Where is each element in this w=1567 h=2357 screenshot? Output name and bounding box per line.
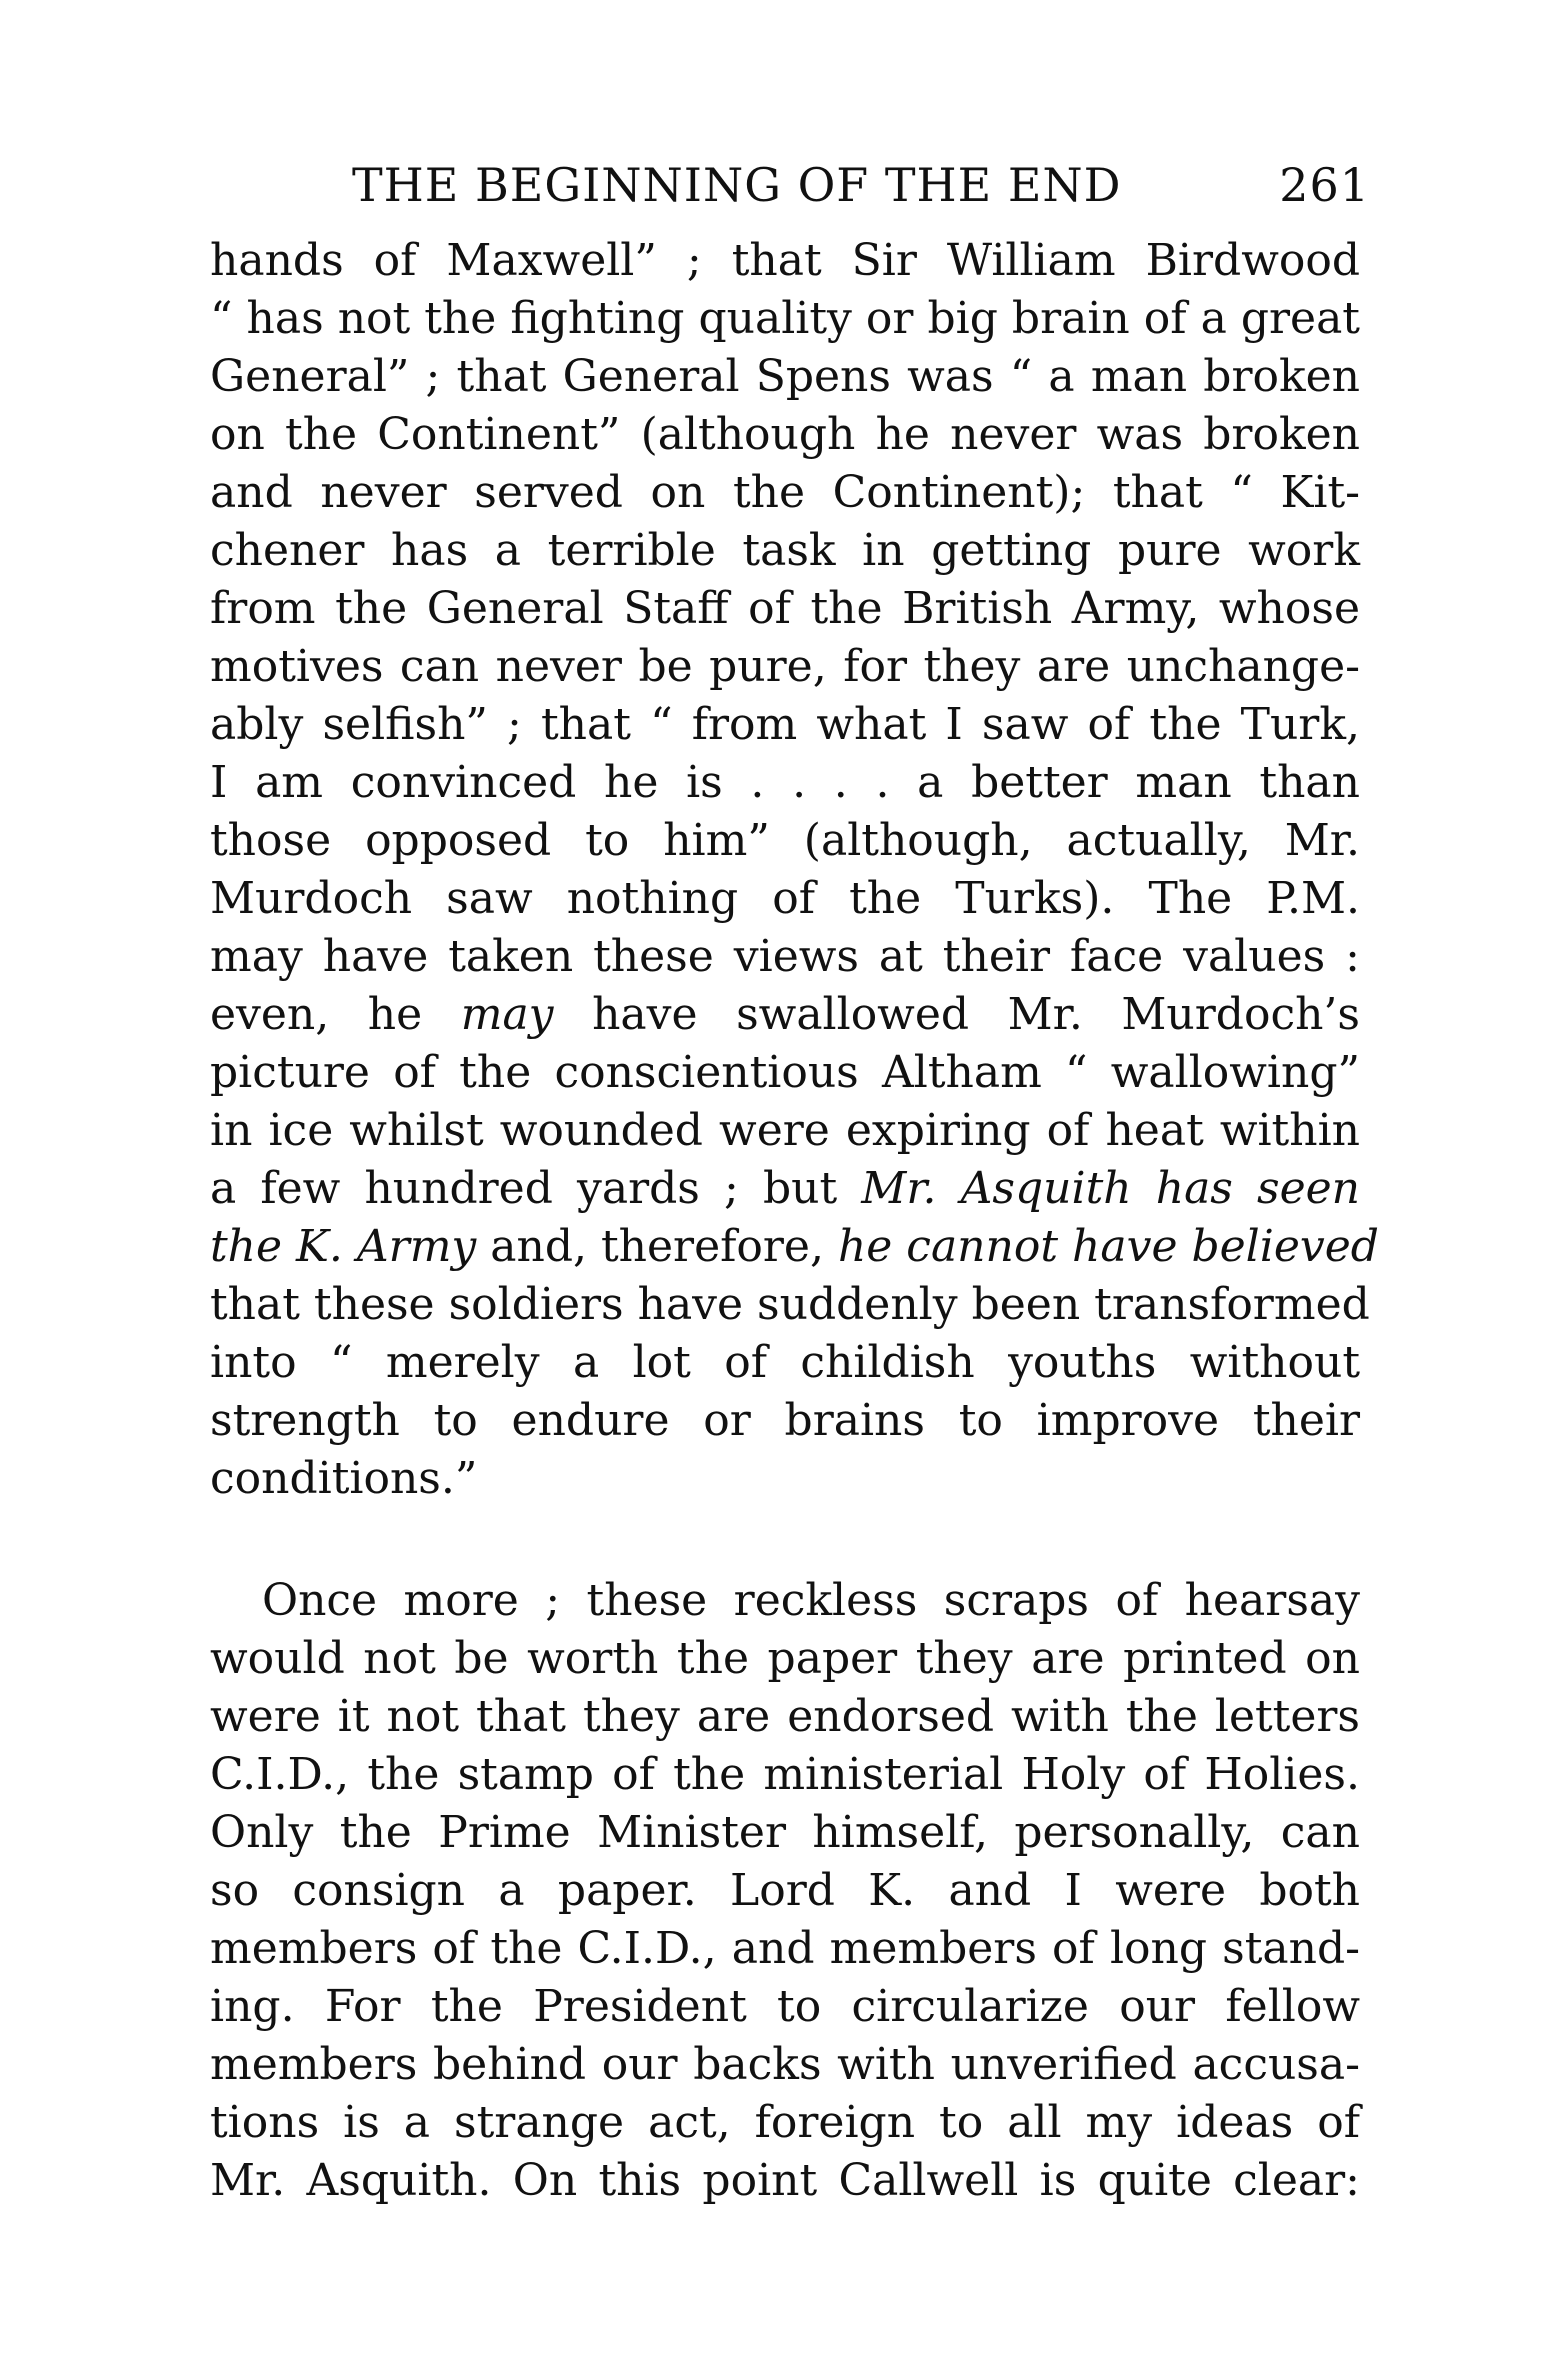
- text-run: a few hundred yards ; but: [210, 1163, 862, 1214]
- italic-emphasis: may: [460, 989, 554, 1040]
- text-line: ably selfish” ; that “ from what I saw of the Turk,: [210, 699, 1360, 750]
- text-line: hands of Maxwell” ; that Sir William Birdwood: [210, 235, 1360, 286]
- text-line: [210, 1218, 1379, 1276]
- text-line: that these soldiers have suddenly been transformed: [210, 1279, 1370, 1330]
- text-line: “ has not the fighting quality or big brain of a great: [210, 293, 1360, 344]
- text-run: have swallowed Mr. Murdoch’s: [553, 989, 1360, 1040]
- running-head: [210, 150, 1370, 220]
- text-line: I am convinced he is . . . . a better man than: [210, 757, 1360, 808]
- text-line: and never served on the Continent); that “ Kit-: [210, 467, 1360, 518]
- text-line: [210, 1160, 1360, 1218]
- text-line: Murdoch saw nothing of the Turks). The P.M.: [210, 873, 1360, 924]
- text-line: were it not that they are endorsed with the letters: [210, 1691, 1360, 1742]
- italic-emphasis: Mr. Asquith has seen: [861, 1163, 1360, 1214]
- text-line: [210, 986, 1360, 1044]
- text-line: on the Continent” (although he never was broken: [210, 409, 1360, 460]
- text-line: would not be worth the paper they are printed on: [210, 1633, 1360, 1684]
- text-line: in ice whilst wounded were expiring of heat within: [210, 1105, 1360, 1156]
- text-line: conditions.”: [210, 1453, 478, 1504]
- text-line: so consign a paper. Lord K. and I were both: [210, 1865, 1360, 1916]
- running-title: THE BEGINNING OF THE END: [352, 158, 1122, 212]
- italic-emphasis: he cannot have believed: [837, 1221, 1379, 1272]
- text-line: picture of the conscientious Altham “ wallowing”: [210, 1047, 1360, 1098]
- text-line: members behind our backs with unverified accusa-: [210, 2039, 1360, 2090]
- text-line: into “ merely a lot of childish youths without: [210, 1337, 1360, 1388]
- text-run: even, he: [210, 989, 461, 1040]
- text-line: tions is a strange act, foreign to all my ideas of: [210, 2097, 1360, 2148]
- text-line: Only the Prime Minister himself, personally, can: [210, 1807, 1360, 1858]
- text-line: members of the C.I.D., and members of long stand-: [210, 1923, 1360, 1974]
- text-line: those opposed to him” (although, actually, Mr.: [210, 815, 1360, 866]
- text-run: and, therefore,: [476, 1221, 838, 1272]
- text-line: C.I.D., the stamp of the ministerial Holy of Holies.: [210, 1749, 1360, 1800]
- text-line: motives can never be pure, for they are unchange-: [210, 641, 1360, 692]
- text-line: Mr. Asquith. On this point Callwell is quite clear:: [210, 2155, 1360, 2206]
- page-number: 261: [1279, 158, 1370, 212]
- text-line: Once more ; these reckless scraps of hearsay: [262, 1575, 1360, 1626]
- text-line: General” ; that General Spens was “ a man broken: [210, 351, 1360, 402]
- text-line: from the General Staff of the British Army, whose: [210, 583, 1360, 634]
- text-line: ing. For the President to circularize our fellow: [210, 1981, 1360, 2032]
- text-line: chener has a terrible task in getting pure work: [210, 525, 1360, 576]
- italic-emphasis: the K. Army: [210, 1221, 477, 1272]
- text-line: may have taken these views at their face values :: [210, 931, 1360, 982]
- text-line: strength to endure or brains to improve their: [210, 1395, 1360, 1446]
